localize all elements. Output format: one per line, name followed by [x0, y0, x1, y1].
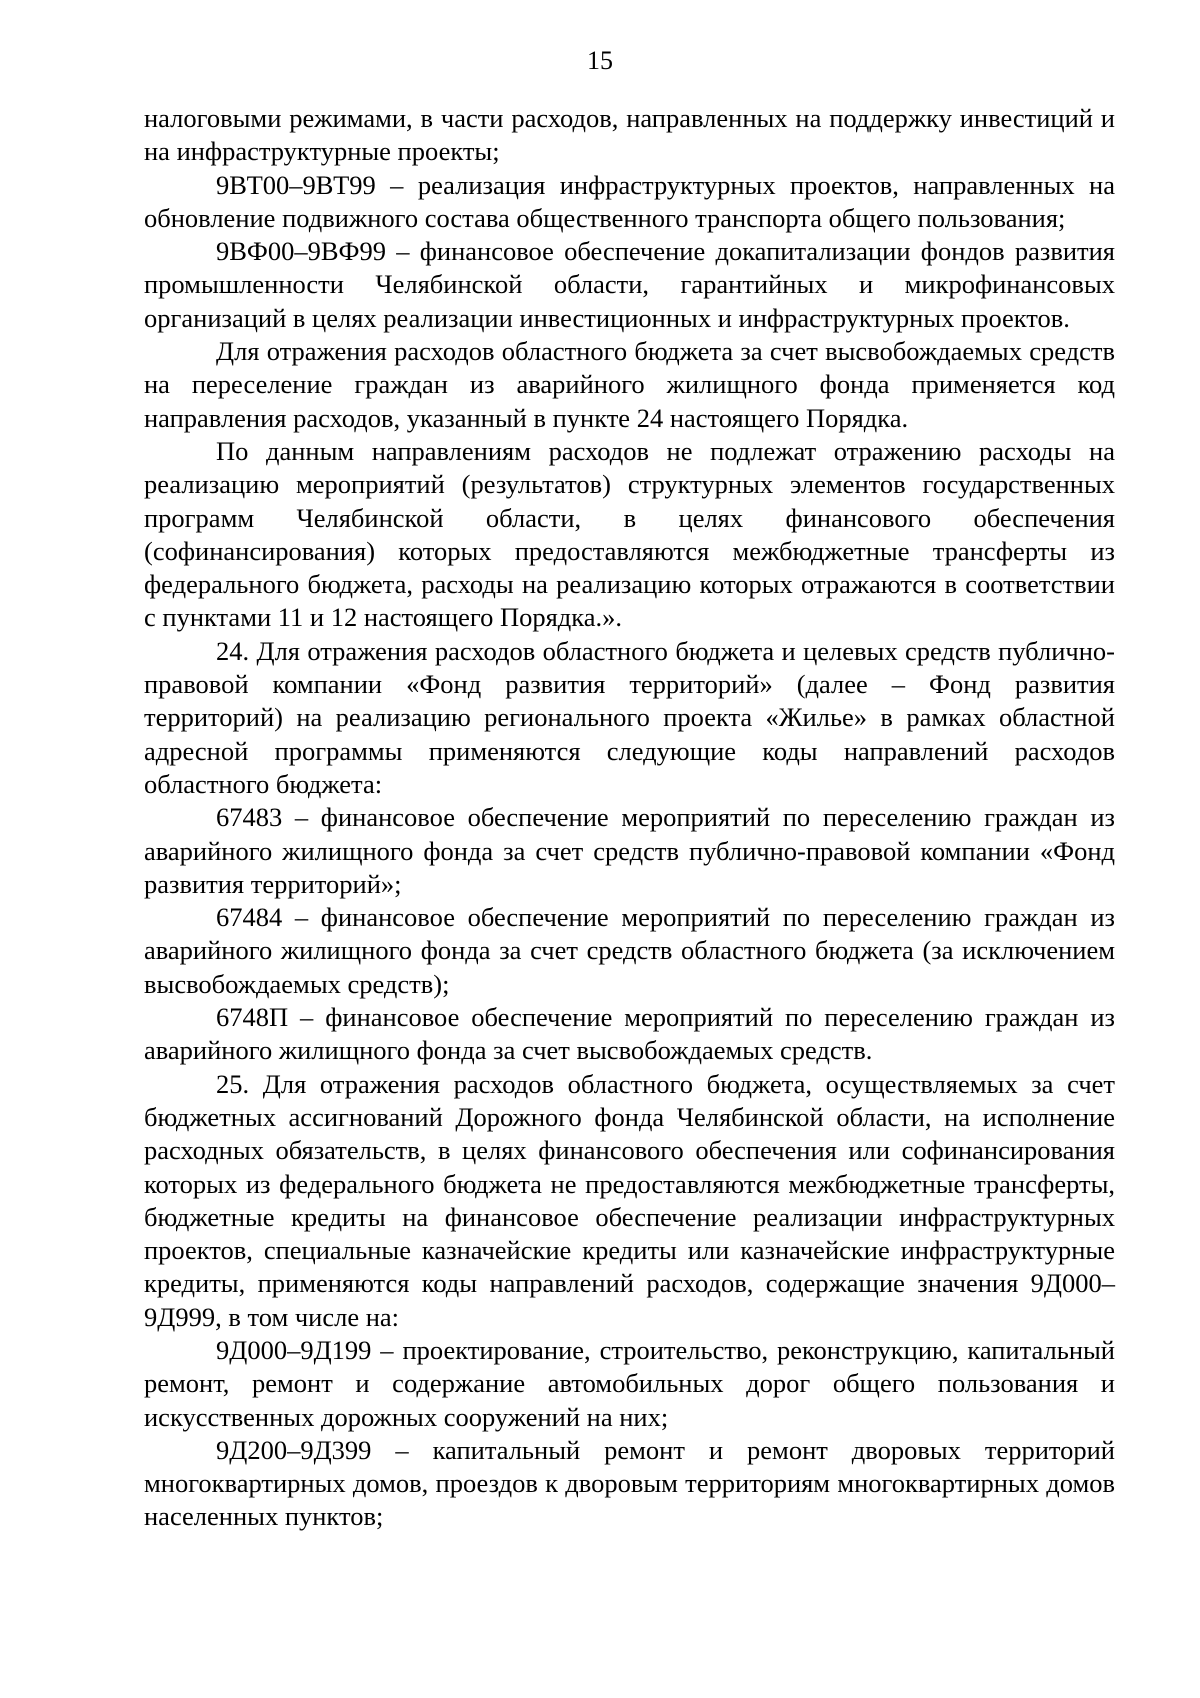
paragraph-released-funds: Для отражения расходов областного бюджета за счет высвобождаемых средств на переселение граждан из аварийного жилищного фонда применяется код направления расходов, указанный в пункте 24 настоящего Порядка.: [144, 336, 1115, 433]
paragraph-code-9vf: 9ВФ00–9ВФ99 – финансовое обеспечение докапитализации фондов развития промышленности Челябинской области, гарантийных и микрофинансовых организаций в целях реализации инвестиционных и инфраструктурных проектов.: [144, 236, 1115, 333]
paragraph-code-67484: 67484 – финансовое обеспечение мероприятий по переселению граждан из аварийного жилищного фонда за счет средств областного бюджета (за исключением высвобождаемых средств);: [144, 902, 1115, 999]
paragraph-code-9vt: 9ВТ00–9ВТ99 – реализация инфраструктурных проектов, направленных на обновление подвижного состава общественного транспорта общего пользования;: [144, 169, 1115, 233]
paragraph-continuation: налоговыми режимами, в части расходов, направленных на поддержку инвестиций и на инфраструктурные проекты;: [144, 103, 1115, 167]
paragraph-exclusions: По данным направлениям расходов не подлежат отражению расходы на реализацию мероприятий (результатов) структурных элементов государственных программ Челябинской области, в целях финансового обеспечения (софинансирования) которых предоставляются межбюджетные трансферты из федерального бюджета, расходы на реализацию которых отражаются в соответствии с пунктами 11 и 12 настоящего Порядка.».: [144, 435, 1115, 633]
paragraph-item-24: 24. Для отражения расходов областного бюджета и целевых средств публично-правовой компании «Фонд развития территорий» (далее – Фонд развития территорий) на реализацию регионального проекта «Жилье» в рамках областной адресной программы применяются следующие коды направлений расходов областного бюджета:: [144, 635, 1115, 799]
paragraph-code-6748p: 6748П – финансовое обеспечение мероприятий по переселению граждан из аварийного жилищного фонда за счет высвобождаемых средств.: [144, 1002, 1115, 1066]
paragraph-code-9d000: 9Д000–9Д199 – проектирование, строительство, реконструкцию, капитальный ремонт, ремонт и содержание автомобильных дорог общего пользования и искусственных дорожных сооружений на них;: [144, 1334, 1115, 1432]
page-number: 15: [587, 46, 613, 75]
paragraph-item-25: 25. Для отражения расходов областного бюджета, осуществляемых за счет бюджетных ассигнований Дорожного фонда Челябинской области, на исполнение расходных обязательств, в целях финансового обеспечения или софинансирования которых из федерального бюджета не предоставляются межбюджетные трансферты, бюджетные кредиты на финансовое обеспечение реализации инфраструктурных проектов, специальные казначейские кредиты или казначейские инфраструктурные кредиты, применяются коды направлений расходов, содержащие значения 9Д000–9Д999, в том числе на:: [144, 1068, 1115, 1332]
document-body: [144, 102, 1115, 1534]
paragraph-code-67483: 67483 – финансовое обеспечение мероприятий по переселению граждан из аварийного жилищного фонда за счет средств публично-правовой компании «Фонд развития территорий»;: [144, 802, 1115, 899]
paragraph-code-9d200: 9Д200–9Д399 – капитальный ремонт и ремонт дворовых территорий многоквартирных домов, проездов к дворовым территориям многоквартирных домов населенных пунктов;: [144, 1434, 1115, 1532]
